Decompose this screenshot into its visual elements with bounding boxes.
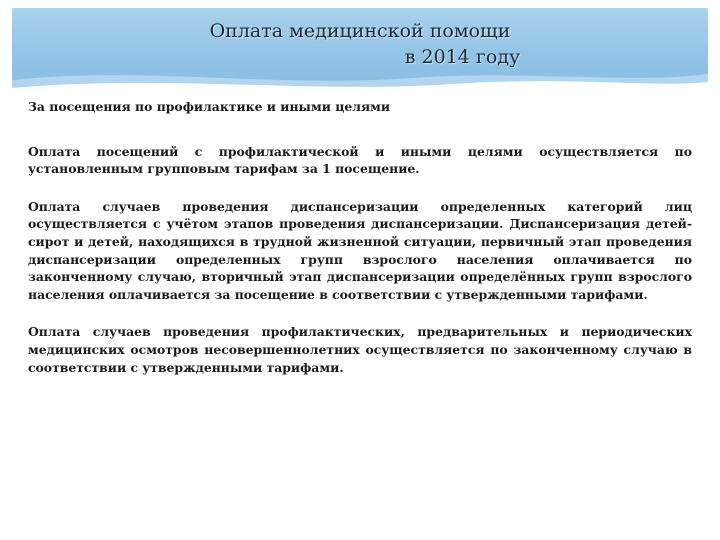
paragraph-1: Оплата посещений с профилактической и иными целями осуществляется по установленным групповым тарифам за 1 посещение. xyxy=(28,143,692,177)
slide-title xyxy=(12,18,708,70)
paragraph-3: Оплата случаев проведения профилактических, предварительных и периодических медицинских осмотров несовершеннолетних осуществляется по законченному случаю в соответствии с утвержденными тарифами. xyxy=(28,324,692,375)
title-line-2: в 2014 году xyxy=(404,46,521,68)
section-heading: За посещения по профилактике и иными целями xyxy=(28,99,391,114)
title-line-1: Оплата медицинской помощи xyxy=(209,20,511,42)
slide-content xyxy=(28,98,692,376)
paragraph-2: Оплата случаев проведения диспансеризации определенных категорий лиц осуществляется с учётом этапов проведения диспансеризации. Диспансеризация детей-сирот и детей, находящихся в трудной жизненной ситуации, первичный этап проведения диспансеризации определенных групп взрослого населения оплачивается по законченному случаю, вторичный этап диспансеризации определённых групп взрослого населения оплачивается за посещение в соответствии с утвержденными тарифами. xyxy=(28,198,692,302)
